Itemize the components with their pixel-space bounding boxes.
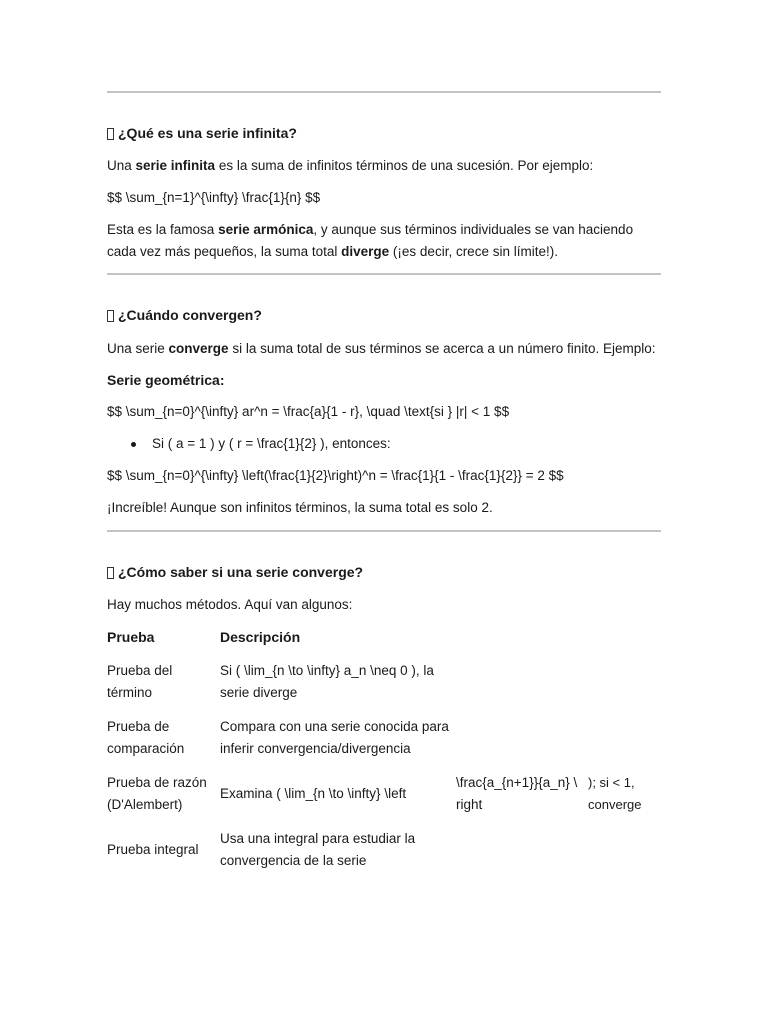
paragraph-definition: Una serie infinita es la suma de infinitos términos de una sucesión. Por ejemplo: (107, 158, 594, 173)
bullet-icon (131, 442, 136, 447)
cell-description: Usa una integral para estudiar la convergencia de la serie (220, 831, 416, 868)
cell-extra2: ); si < 1, converge (588, 775, 642, 812)
list-item: Si ( a = 1 ) y ( r = \frac{1}{2} ), entonces: (107, 434, 661, 454)
column-header-empty (456, 620, 588, 654)
formula-harmonic: $$ \sum_{n=1}^{\infty} \frac{1}{n} $$ (107, 190, 321, 205)
column-header-description: Descripción (220, 629, 301, 645)
cell-description: Compara con una serie conocida para inferir convergencia/divergencia (220, 719, 449, 756)
cell-extra2 (588, 822, 661, 878)
column-header-test: Prueba (107, 629, 155, 645)
table-row (107, 766, 661, 822)
paragraph-harmonic: Esta es la famosa serie armónica, y aunque sus términos individuales se van haciendo cada vez más pequeños, la suma total diverge (¡es decir, crece sin límite!). (107, 222, 634, 259)
horizontal-rule (107, 530, 661, 532)
cell-test: Prueba de comparación (107, 719, 185, 756)
formula-geometric-example: $$ \sum_{n=0}^{\infty} \left(\frac{1}{2}\right)^n = \frac{1}{1 - \frac{1}{2}} = 2 $$ (107, 468, 564, 483)
paragraph-methods: Hay muchos métodos. Aquí van algunos: (107, 597, 353, 612)
horizontal-rule (107, 91, 661, 93)
table-row (107, 822, 661, 878)
formula-geometric: $$ \sum_{n=0}^{\infty} ar^n = \frac{a}{1 - r}, \quad \text{si } |r| < 1 $$ (107, 404, 510, 419)
cell-extra (456, 654, 588, 710)
cell-extra2 (588, 710, 661, 766)
cell-test: Prueba de razón (D'Alembert) (107, 775, 207, 812)
cell-extra: \frac{a_{n+1}}{a_n} \ right (456, 775, 578, 812)
paragraph-conclusion: ¡Increíble! Aunque son infinitos términos, la suma total es solo 2. (107, 500, 493, 515)
section-heading-convergence: ¿Cuándo convergen? (107, 306, 661, 324)
cell-extra (456, 822, 588, 878)
cell-extra2 (588, 654, 661, 710)
tests-table (107, 620, 661, 878)
table-row (107, 654, 661, 710)
table-row (107, 710, 661, 766)
missing-glyph-icon (107, 567, 114, 579)
table-header-row (107, 620, 661, 654)
section-heading-convergence-tests: ¿Cómo saber si una serie converge? (107, 563, 661, 581)
paragraph-converge: Una serie converge si la suma total de sus términos se acerca a un número finito. Ejemplo: (107, 341, 656, 356)
cell-description: Examina ( \lim_{n \to \infty} \left (220, 786, 407, 801)
column-header-empty (588, 620, 661, 654)
cell-test: Prueba integral (107, 842, 199, 857)
bullet-list (107, 434, 661, 454)
cell-test: Prueba del término (107, 663, 173, 700)
subheading-geometric-series: Serie geométrica: (107, 372, 225, 388)
missing-glyph-icon (107, 310, 114, 322)
horizontal-rule (107, 273, 661, 275)
cell-description: Si ( \lim_{n \to \infty} a_n \neq 0 ), la serie diverge (220, 663, 434, 700)
cell-extra (456, 710, 588, 766)
section-heading-infinite-series: ¿Qué es una serie infinita? (107, 124, 661, 142)
missing-glyph-icon (107, 128, 114, 140)
